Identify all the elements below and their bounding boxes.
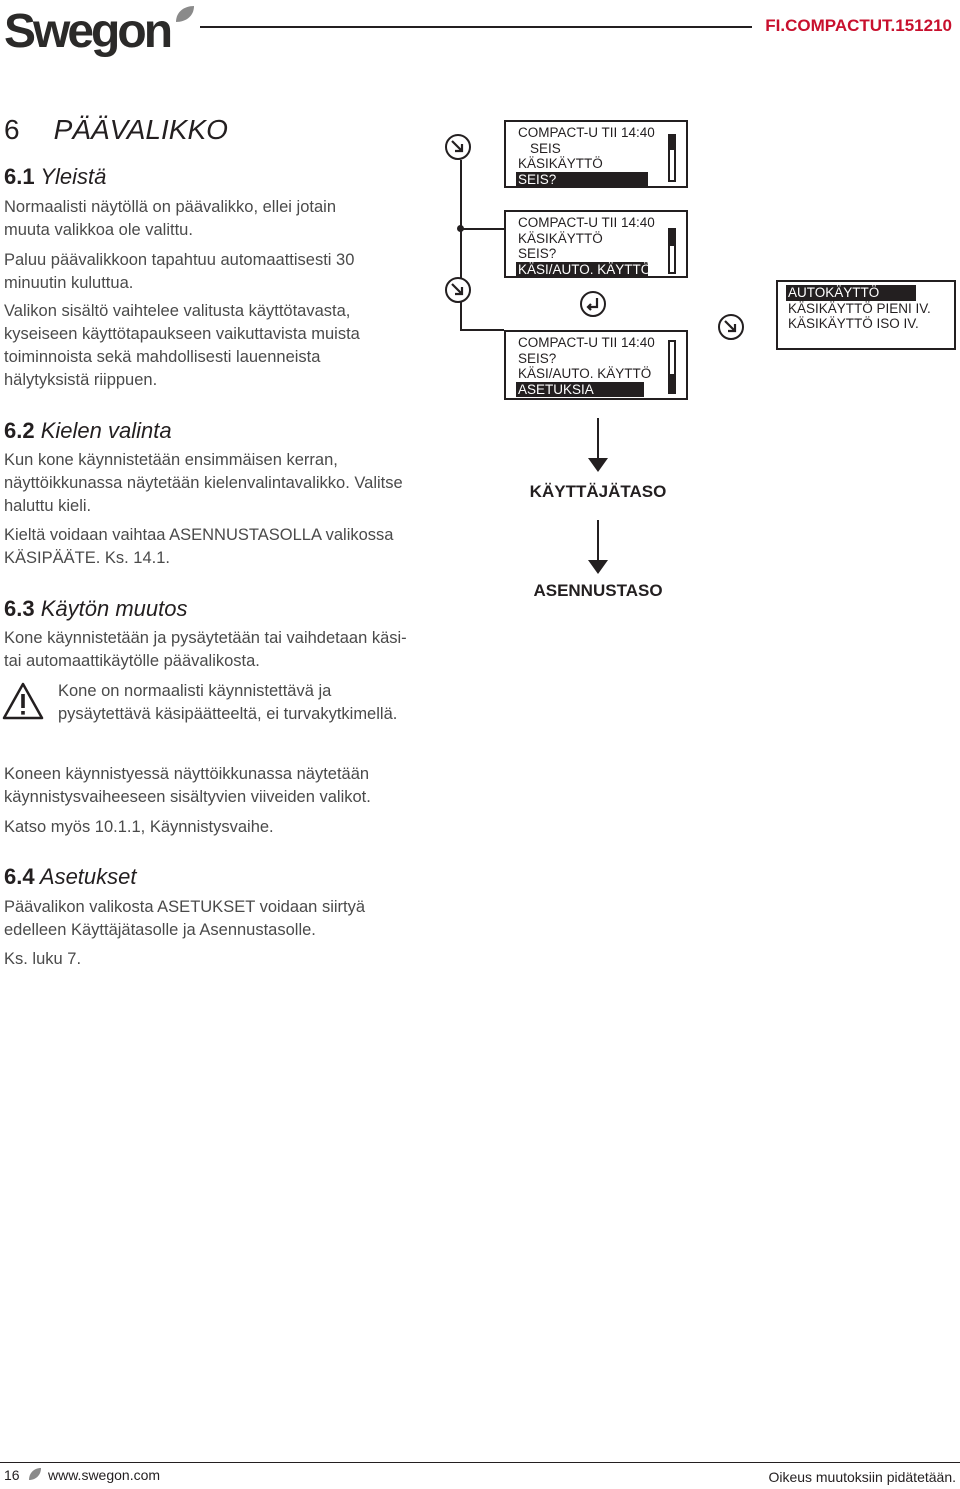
lcd-line: KÄSIKÄYTTÖ ISO IV. bbox=[788, 316, 919, 331]
connector-line bbox=[460, 160, 462, 330]
lcd-line-selected: ASETUKSIA bbox=[516, 382, 644, 398]
lcd-scrollbar bbox=[668, 340, 676, 394]
lcd-line: SEIS? bbox=[518, 350, 557, 366]
warning-triangle-icon bbox=[2, 682, 44, 720]
chapter-title-text: PÄÄVALIKKO bbox=[53, 114, 228, 145]
paragraph: Valikon sisältö vaihtelee valitusta käyttötavasta, kyseiseen käyttötapaukseen vaikuttavista muista toiminnoista sekä mahdollisesti lauenneista hälytyksistä riippuen. bbox=[4, 302, 360, 389]
paragraph: Kone käynnistetään ja pysäytetään tai vaihdetaan käsi- tai automaattikäytölle päävalikosta. bbox=[4, 629, 407, 670]
swegon-logo: Swegon bbox=[4, 5, 171, 58]
paragraph: Paluu päävalikkoon tapahtuu automaattisesti 30 minuutin kuluttua. bbox=[4, 251, 355, 292]
level-user-label: KÄYTTÄJÄTASO bbox=[529, 482, 667, 501]
section-number: 6.4 bbox=[4, 864, 35, 889]
leaf-icon bbox=[28, 1467, 42, 1481]
warning-text: Kone on normaalisti käynnistettävä ja pysäytettävä käsipäätteeltä, ei turvakytkimellä. bbox=[58, 682, 398, 723]
paragraph: Katso myös 10.1.1, Käynnistysvaihe. bbox=[4, 818, 274, 836]
lcd-line-selected: SEIS? bbox=[516, 172, 648, 188]
lcd-screen-main-3 bbox=[504, 330, 688, 400]
lcd-line: COMPACT-U TII 14:40 bbox=[518, 215, 655, 230]
chapter-title bbox=[4, 114, 228, 146]
section-6-3-heading bbox=[4, 596, 187, 622]
paragraph: Kun kone käynnistetään ensimmäisen kerran, näyttöikkunassa näytetään kielenvalintavalikko. Valitse haluttu kieli. bbox=[4, 451, 403, 515]
arrow-down-icon bbox=[588, 458, 608, 472]
lcd-line: SEIS bbox=[530, 140, 561, 156]
arrow-down-button-icon bbox=[445, 277, 471, 303]
lcd-line: SEIS? bbox=[518, 246, 557, 261]
connector-dot bbox=[457, 225, 464, 232]
section-number: 6.3 bbox=[4, 596, 35, 621]
lcd-scrollbar-thumb bbox=[670, 136, 674, 150]
enter-button-icon bbox=[580, 291, 606, 317]
section-6-2-heading bbox=[4, 418, 172, 444]
arrow-down-button-icon bbox=[718, 314, 744, 340]
level-arrow-line bbox=[597, 520, 599, 564]
lcd-screen-main-1 bbox=[504, 120, 688, 188]
paragraph: Koneen käynnistyessä näyttöikkunassa näytetään käynnistysvaiheeseen sisältyvien viiveiden valikot. bbox=[4, 765, 371, 806]
lcd-line-selected: KÄSI/AUTO. KÄYTTÖ bbox=[518, 261, 652, 277]
section-title: Kielen valinta bbox=[40, 418, 172, 443]
lcd-line: KÄSIKÄYTTÖ PIENI IV. bbox=[788, 300, 931, 316]
section-title: Yleistä bbox=[40, 164, 107, 189]
paragraph: Kieltä voidaan vaihtaa ASENNUSTASOLLA valikossa KÄSIPÄÄTE. Ks. 14.1. bbox=[4, 526, 394, 567]
section-number: 6.1 bbox=[4, 164, 35, 189]
document-code: FI.COMPACTUT.151210 bbox=[765, 16, 952, 35]
footer-rights: Oikeus muutoksiin pidätetään. bbox=[768, 1469, 956, 1485]
connector-line bbox=[460, 228, 504, 230]
lcd-screen-mode bbox=[776, 280, 956, 350]
section-title: Käytön muutos bbox=[40, 596, 188, 621]
paragraph: Normaalisti näytöllä on päävalikko, ellei jotain muuta valikkoa ole valittu. bbox=[4, 198, 337, 239]
level-arrow-line bbox=[597, 418, 599, 462]
lcd-line: COMPACT-U TII 14:40 bbox=[518, 335, 655, 350]
footer-url: www.swegon.com bbox=[48, 1467, 161, 1483]
lcd-scrollbar bbox=[668, 228, 676, 274]
lcd-scrollbar-thumb bbox=[670, 230, 674, 246]
section-6-4-heading bbox=[4, 864, 137, 890]
header-rule bbox=[200, 26, 752, 28]
chapter-number: 6 bbox=[4, 114, 20, 145]
page-number: 16 bbox=[4, 1467, 20, 1483]
arrow-down-icon bbox=[588, 560, 608, 574]
footer-rule bbox=[0, 1462, 960, 1463]
lcd-scrollbar bbox=[668, 134, 676, 182]
lcd-line: KÄSI/AUTO. KÄYTTÖ bbox=[518, 366, 652, 381]
paragraph: Päävalikon valikosta ASETUKSET voidaan siirtyä edelleen Käyttäjätasolle ja Asennustasolle. bbox=[4, 898, 366, 939]
lcd-line-selected: AUTOKÄYTTÖ bbox=[786, 285, 916, 301]
lcd-line: KÄSIKÄYTTÖ bbox=[518, 156, 603, 171]
lcd-line: COMPACT-U TII 14:40 bbox=[518, 125, 655, 140]
lcd-scrollbar-thumb bbox=[670, 374, 674, 392]
arrow-down-button-icon bbox=[445, 134, 471, 160]
leaf-icon bbox=[174, 4, 196, 24]
lcd-line: KÄSIKÄYTTÖ bbox=[518, 230, 603, 246]
paragraph: Ks. luku 7. bbox=[4, 950, 82, 968]
section-title: Asetukset bbox=[39, 864, 137, 889]
section-number: 6.2 bbox=[4, 418, 35, 443]
level-install-label: ASENNUSTASO bbox=[533, 581, 663, 600]
section-6-1-heading bbox=[4, 164, 106, 190]
lcd-screen-main-2 bbox=[504, 210, 688, 278]
connector-line bbox=[460, 329, 504, 331]
